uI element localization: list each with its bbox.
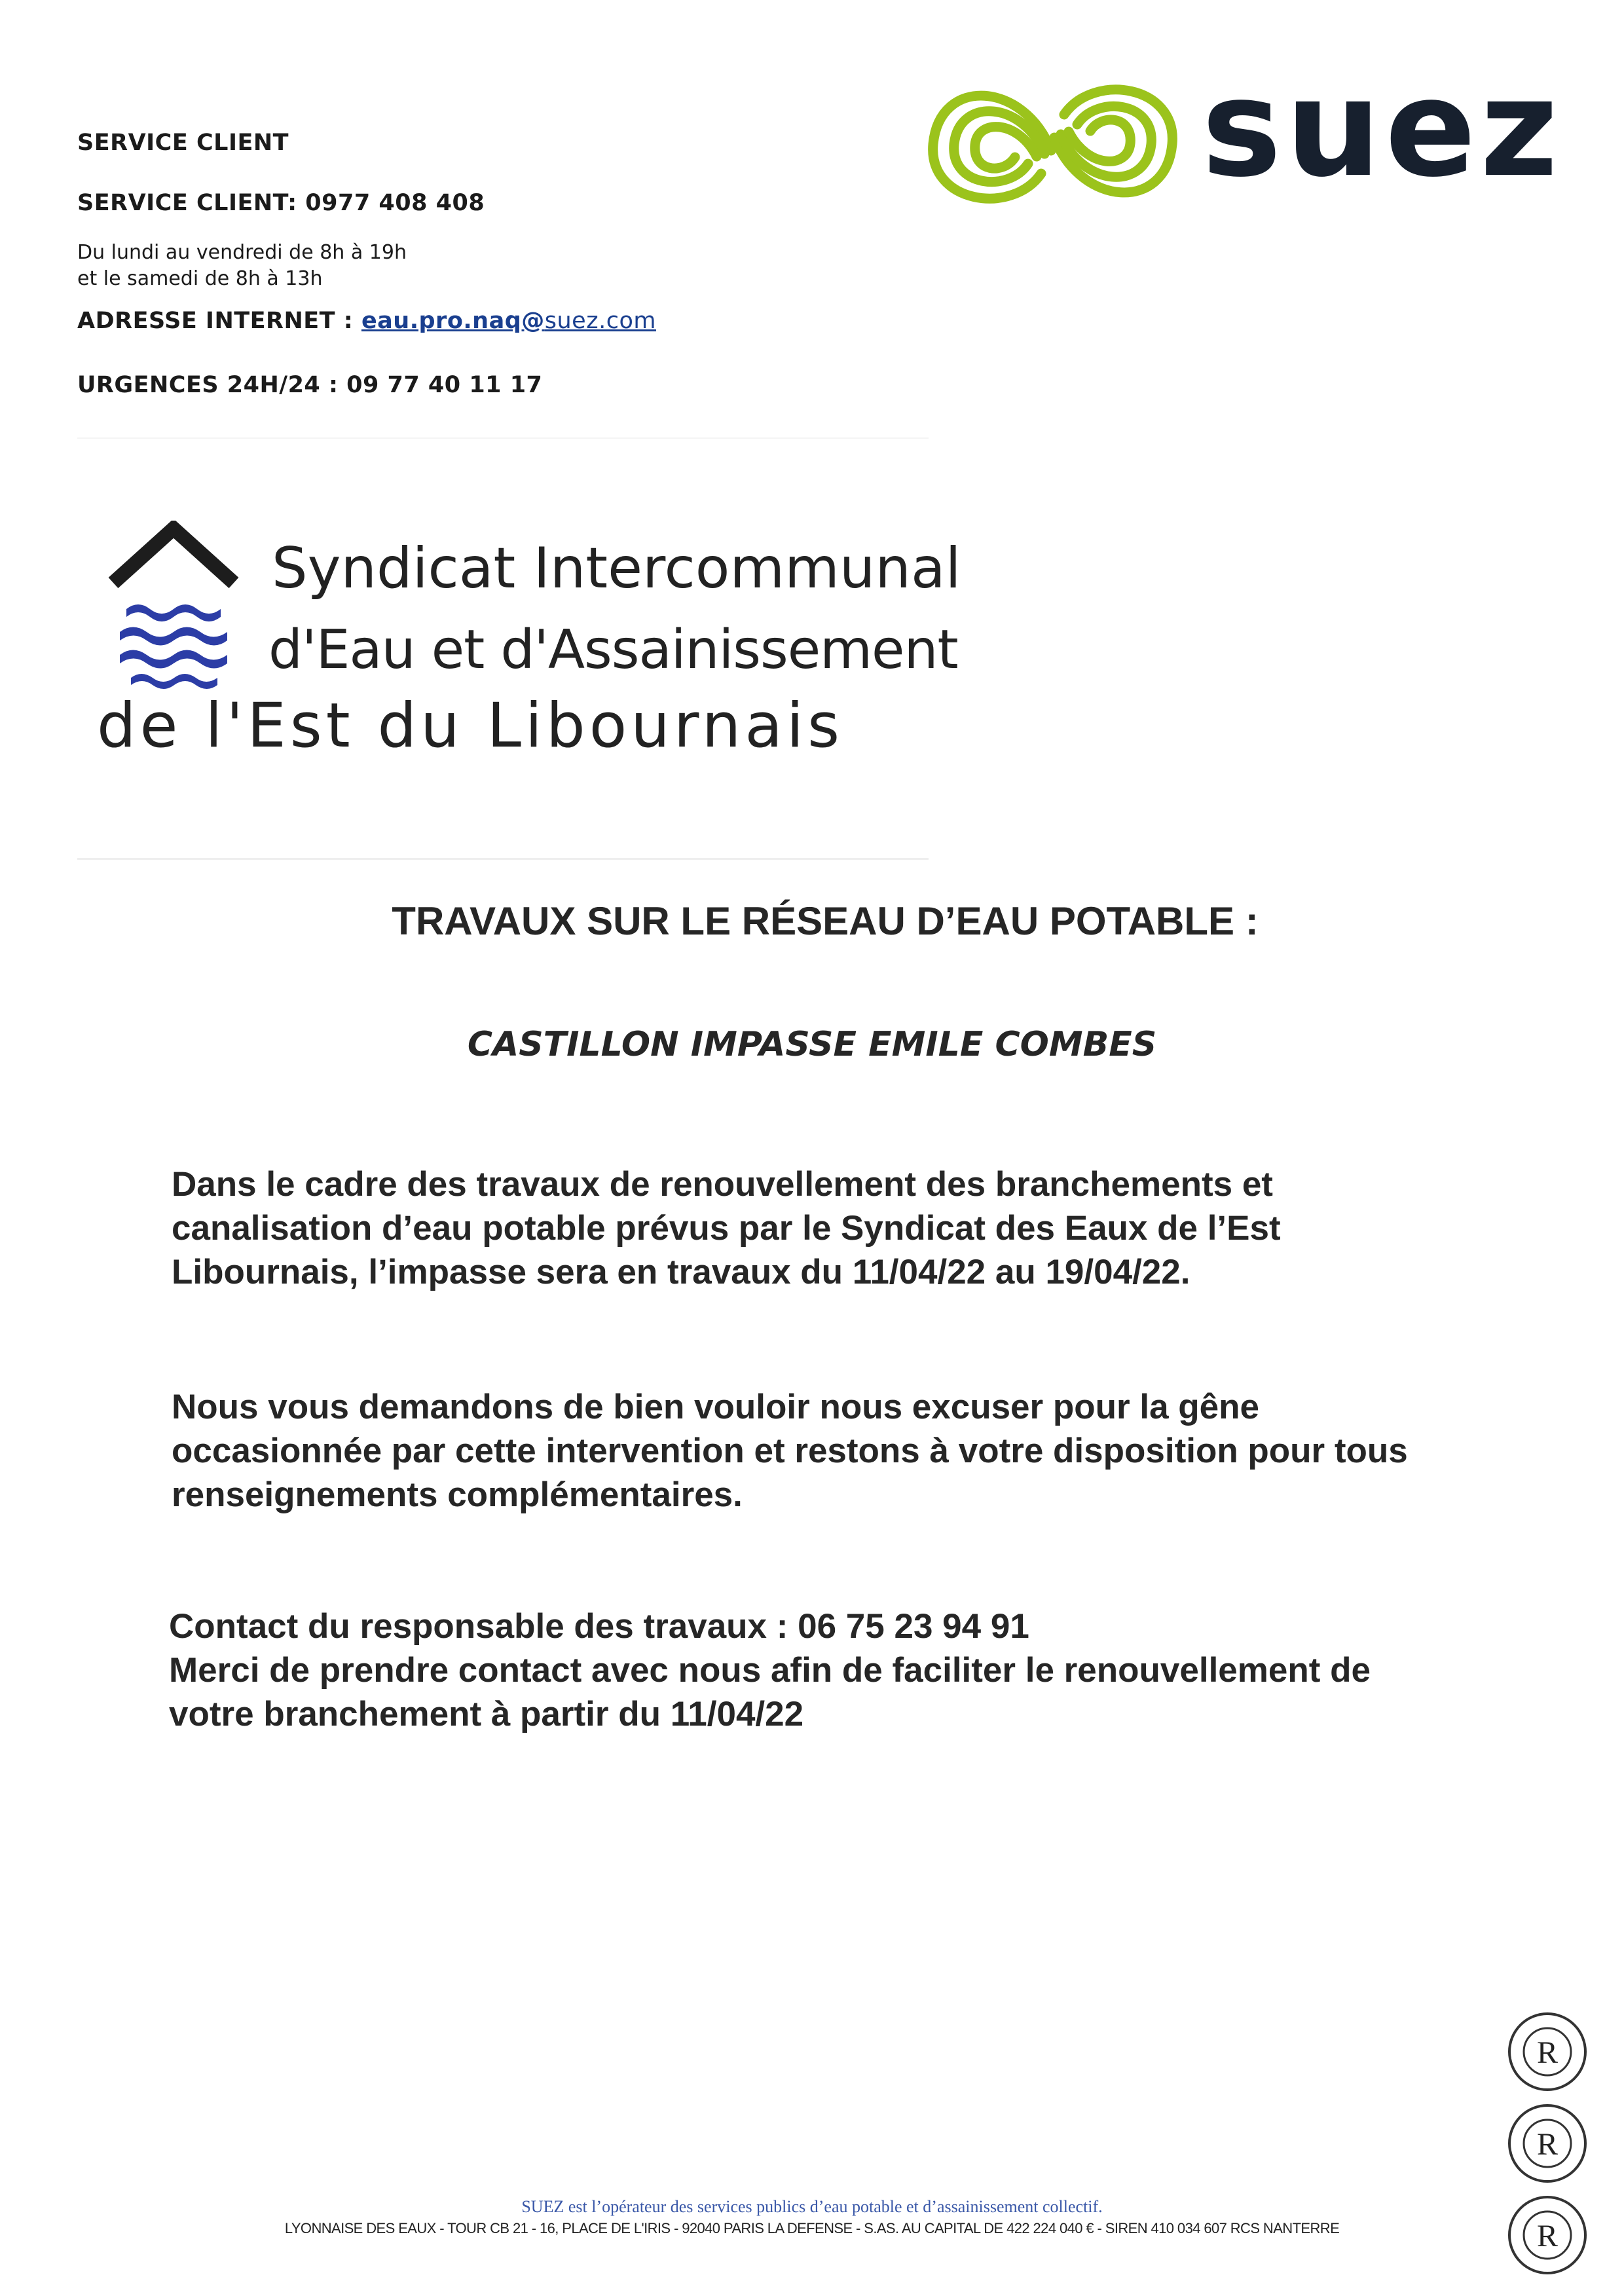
email-user: eau.pro.naq@ xyxy=(361,308,545,334)
service-client-title: SERVICE CLIENT xyxy=(77,130,289,156)
page-title: TRAVAUX SUR LE RÉSEAU D’EAU POTABLE : xyxy=(392,899,1259,943)
paragraph-works-line-3: Libournais, l’impasse sera en travaux du 11/04/22 au 19/04/22. xyxy=(172,1253,1190,1291)
certification-seal-icon xyxy=(1509,2105,1585,2181)
work-location: CASTILLON IMPASSE EMILE COMBES xyxy=(467,1025,1157,1064)
service-client-phone: SERVICE CLIENT: 0977 408 408 xyxy=(77,190,485,216)
contact-line-3: votre branchement à partir du 11/04/22 xyxy=(169,1695,804,1733)
contact-line-2: Merci de prendre contact avec nous afin de faciliter le renouvellement de xyxy=(169,1651,1371,1690)
syndicat-line-2: d'Eau et d'Assainissement xyxy=(268,619,958,681)
paragraph-apology xyxy=(172,1385,1599,1517)
hours-weekdays: Du lundi au vendredi de 8h à 19h xyxy=(77,241,407,264)
suez-wordmark: suez xyxy=(1202,51,1562,207)
svg-text:R: R xyxy=(1536,2219,1559,2253)
internet-address xyxy=(77,308,656,334)
paragraph-works-line-2: canalisation d’eau potable prévus par le Syndicat des Eaux de l’Est xyxy=(172,1209,1281,1248)
certification-seals xyxy=(1505,2009,1590,2284)
emergency-line: URGENCES 24H/24 : 09 77 40 11 17 xyxy=(77,372,543,398)
email-link[interactable] xyxy=(361,308,656,334)
paragraph-works xyxy=(172,1162,1599,1294)
svg-text:R: R xyxy=(1536,2035,1559,2070)
certification-seal-icon xyxy=(1509,2014,1585,2090)
paragraph-apology-line-3: renseignements complémentaires. xyxy=(172,1475,743,1514)
syndicat-line-1: Syndicat Intercommunal xyxy=(272,536,961,601)
internet-label: ADRESSE INTERNET : xyxy=(77,308,361,334)
contact-line-1: Contact du responsable des travaux : 06 75 23 94 91 xyxy=(169,1607,1029,1646)
paragraph-apology-line-1: Nous vous demandons de bien vouloir nous excuser pour la gêne xyxy=(172,1388,1259,1426)
contact-block xyxy=(169,1604,1596,1736)
suez-swirl-icon xyxy=(920,62,1185,226)
syndicat-house-wave-icon xyxy=(108,521,239,704)
paragraph-works-line-1: Dans le cadre des travaux de renouvellement des branchements et xyxy=(172,1165,1273,1204)
footer-operator-line: SUEZ est l’opérateur des services publics d’eau potable et d’assainissement collectif. xyxy=(521,2197,1103,2216)
hours-saturday: et le samedi de 8h à 13h xyxy=(77,267,323,290)
syndicat-line-3: de l'Est du Libournais xyxy=(97,690,844,762)
footer-legal-line: LYONNAISE DES EAUX - TOUR CB 21 - 16, PLACE DE L'IRIS - 92040 PARIS LA DEFENSE - S.AS. AU CAPITAL DE 422 224 040 € - SIREN 410 034 607 RCS NANTERRE xyxy=(284,2220,1340,2236)
paragraph-apology-line-2: occasionnée par cette intervention et restons à votre disposition pour tous xyxy=(172,1432,1408,1470)
svg-text:R: R xyxy=(1536,2127,1559,2162)
email-domain: suez.com xyxy=(544,308,656,334)
